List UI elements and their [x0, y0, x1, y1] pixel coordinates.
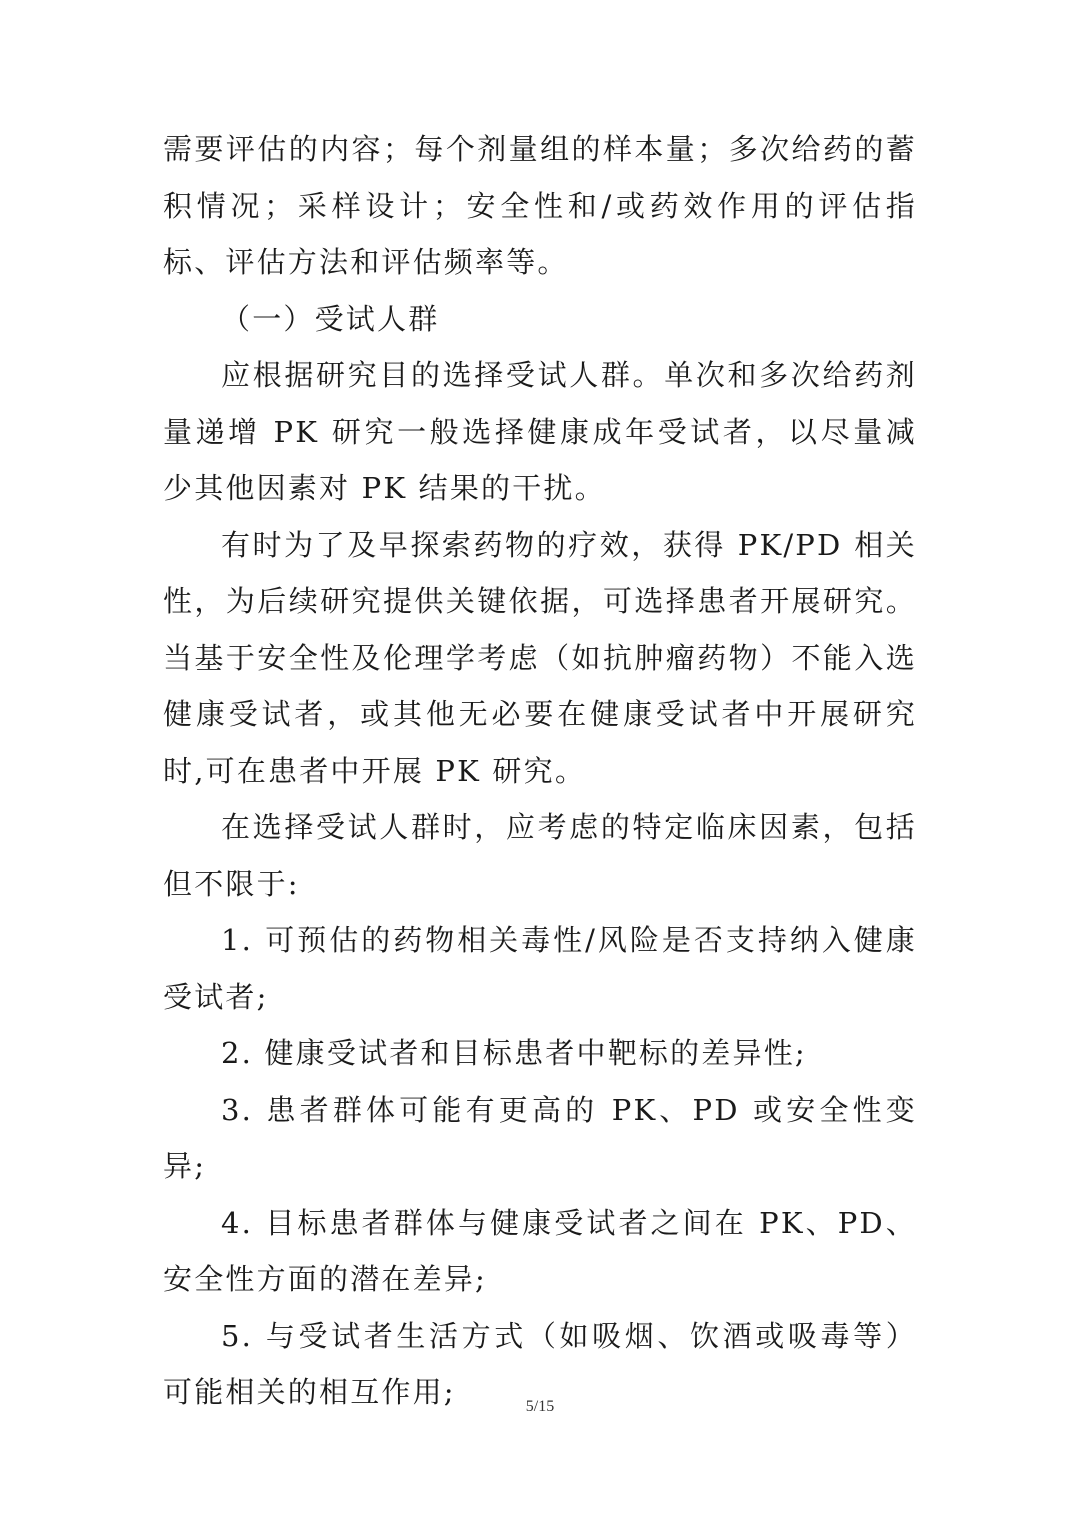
list-item-4: 4. 目标患者群体与健康受试者之间在 PK、PD、安全性方面的潜在差异; — [163, 1205, 917, 1296]
section-heading: （一）受试人群 — [221, 301, 440, 336]
list-item-5: 5. 与受试者生活方式（如吸烟、饮酒或吸毒等）可能相关的相互作用; — [163, 1318, 917, 1409]
paragraph-clinical-factors: 在选择受试人群时，应考虑的特定临床因素，包括但不限于: — [163, 810, 917, 901]
page-number: 5/15 — [525, 1398, 555, 1415]
paragraph-subject-selection: 应根据研究目的选择受试人群。单次和多次给药剂量递增 PK 研究一般选择健康成年受试者，以尽量减少其他因素对 PK 结果的干扰。 — [163, 358, 917, 505]
list-item-2: 2. 健康受试者和目标患者中靶标的差异性; — [221, 1036, 807, 1070]
document-body — [163, 121, 917, 1421]
paragraph-continued: 需要评估的内容；每个剂量组的样本量；多次给药的蓄积情况；采样设计；安全性和/或药效作用的评估指标、评估方法和评估频率等。 — [163, 132, 917, 279]
list-item-3: 3. 患者群体可能有更高的 PK、PD 或安全性变异; — [163, 1092, 917, 1183]
paragraph-patient-study: 有时为了及早探索药物的疗效，获得 PK/PD 相关性，为后续研究提供关键依据，可选择患者开展研究。当基于安全性及伦理学考虑（如抗肿瘤药物）不能入选健康受试者，或其他无必要在健康受试者中开展研究时,可在患者中开展 PK 研究。 — [163, 527, 917, 788]
list-item-1: 1. 可预估的药物相关毒性/风险是否支持纳入健康受试者; — [163, 923, 917, 1014]
